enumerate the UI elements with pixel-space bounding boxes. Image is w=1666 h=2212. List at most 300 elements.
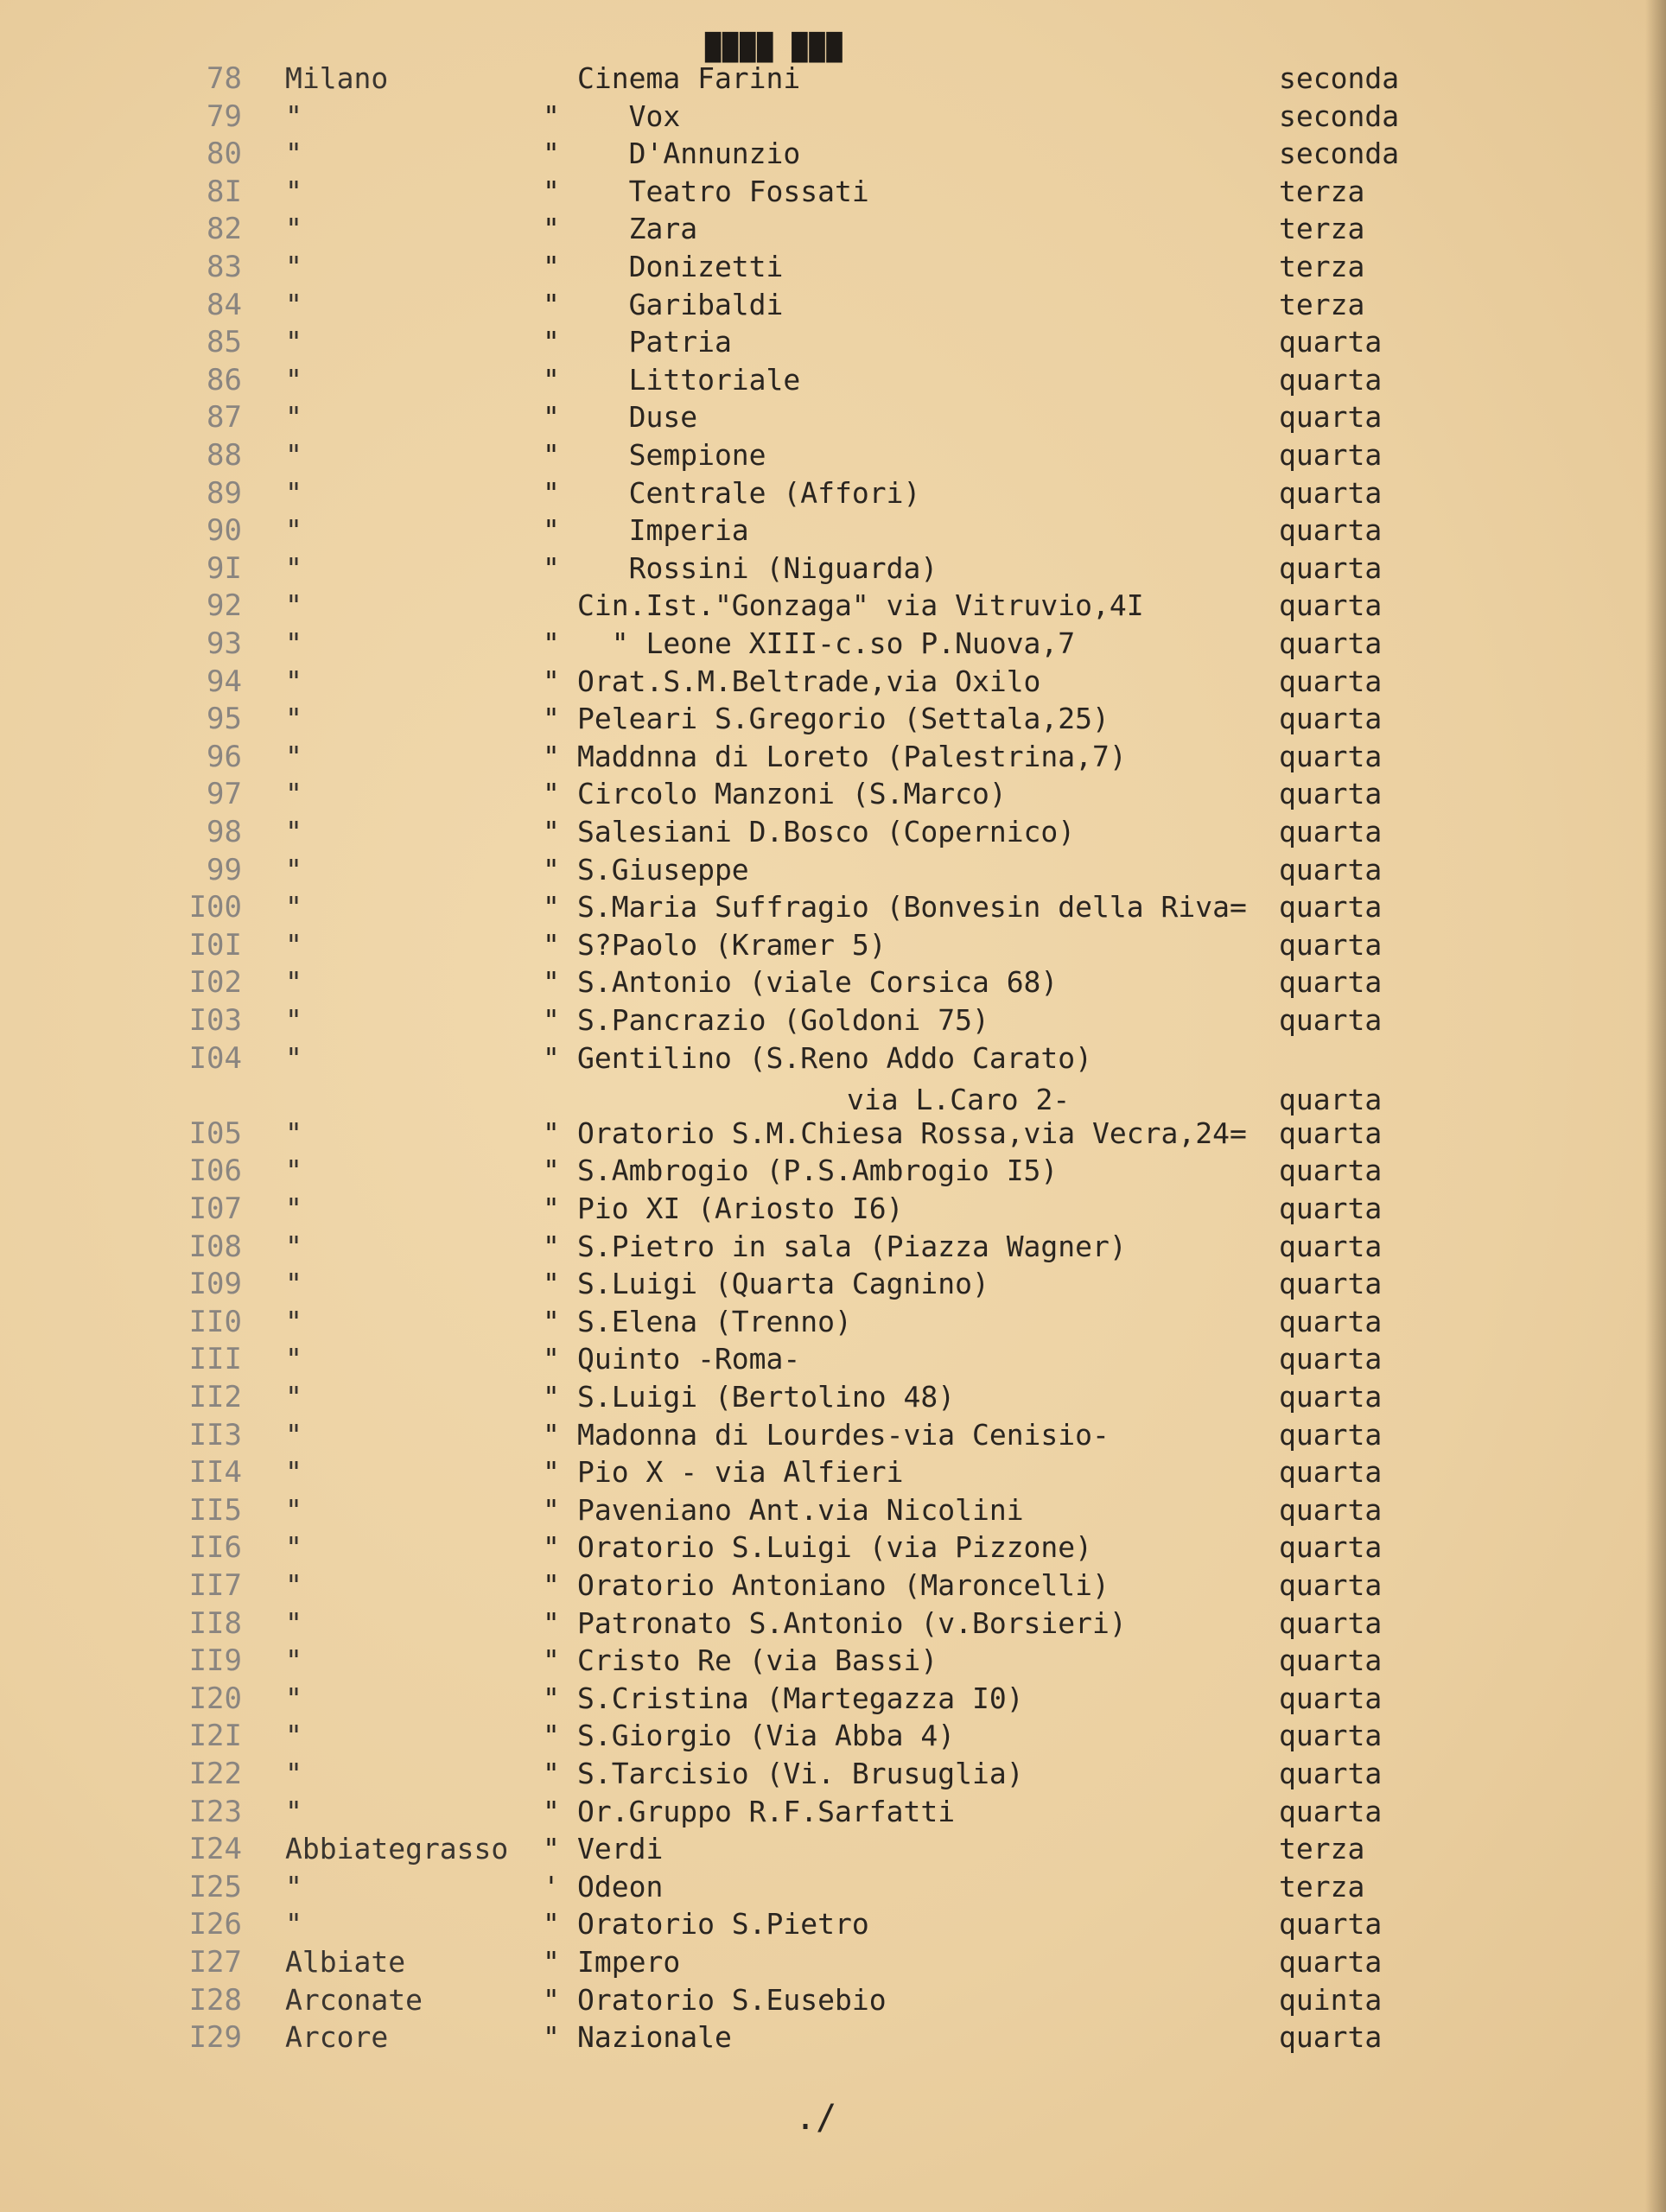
city-name: " [285,965,302,1000]
cinema-name: Oratorio S.Eusebio [577,1982,887,2017]
cinema-class: quarta [1279,1380,1383,1414]
cinema-name: Sempione [577,438,766,472]
city-name: " [285,99,302,133]
entry-number: 90 [207,513,242,549]
ditto-mark: " [543,626,560,660]
cinema-class: quinta [1279,1982,1383,2017]
entry-number: I28 [188,1982,242,2018]
cinema-class: quarta [1279,1116,1383,1150]
ditto-mark: " [543,890,560,925]
ditto-mark: " [543,965,560,1000]
list-item [0,927,1666,965]
entry-number: 85 [207,325,242,360]
cinema-name: S.Luigi (Bertolino 48) [577,1380,956,1414]
cinema-class: quarta [1279,588,1383,623]
ditto-mark: " [543,1643,560,1678]
ditto-mark: " [543,137,560,171]
ditto-mark: " [543,287,560,321]
cinema-class: seconda [1279,137,1400,171]
list-item [0,2019,1666,2057]
cinema-class: quarta [1279,777,1383,811]
cinema-class: quarta [1279,513,1383,548]
entry-number: II3 [188,1417,242,1452]
cinema-class: quarta [1279,1492,1383,1527]
entry-number: II8 [188,1605,242,1641]
cinema-class: quarta [1279,1794,1383,1828]
entry-number: 92 [207,588,242,624]
entry-number: I03 [188,1003,242,1038]
cinema-name: S.Antonio (viale Corsica 68) [577,965,1059,1000]
list-item [0,1681,1666,1719]
entry-number: 8I [207,174,242,209]
cinema-class: quarta [1279,550,1383,585]
list-item [0,1266,1666,1304]
ditto-mark: " [543,1417,560,1452]
ditto-mark: " [543,1267,560,1301]
list-item [0,437,1666,475]
list-item [0,664,1666,702]
city-name: " [285,664,302,698]
list-item [0,1229,1666,1267]
cinema-name: Littoriale [577,362,801,397]
ditto-mark: " [543,400,560,435]
cinema-name: Patria [577,325,732,359]
list-item [0,362,1666,400]
cinema-class: terza [1279,287,1365,321]
ditto-mark: " [543,1229,560,1263]
city-name: " [285,1040,302,1075]
entry-number: II9 [188,1643,242,1679]
city-name: " [285,1003,302,1037]
list-item [0,1341,1666,1379]
city-name: " [285,1643,302,1678]
entry-number: 86 [207,362,242,397]
city-name: " [285,890,302,925]
ditto-mark: " [543,212,560,246]
ditto-mark: " [543,1681,560,1715]
cinema-class: quarta [1279,965,1383,1000]
entry-number: 97 [207,777,242,812]
ditto-mark: " [543,1605,560,1640]
entry-number: I24 [188,1832,242,1867]
ditto-mark: " [543,1945,560,1979]
cinema-name: Oratorio Antoniano (Maroncelli) [577,1568,1110,1602]
city-name: " [285,250,302,283]
entry-number: 79 [207,99,242,134]
cinema-name: Maddnna di Loreto (Palestrina,7) [577,739,1127,773]
list-item [0,1417,1666,1455]
ditto-mark: " [543,927,560,962]
list-item [0,512,1666,550]
entry-number: II2 [188,1380,242,1414]
entry-number: I25 [188,1869,242,1904]
cinema-class: quarta [1279,664,1383,698]
list-item [0,1191,1666,1229]
list-item [0,136,1666,174]
cinema-class: quarta [1279,1342,1383,1376]
cinema-name: Salesiani D.Bosco (Copernico) [577,815,1076,849]
entry-number: 83 [207,250,242,284]
city-name: " [285,362,302,397]
cinema-class: terza [1279,250,1365,283]
ditto-mark: " [543,852,560,887]
list-item [0,776,1666,814]
entry-number: 80 [207,137,242,172]
cinema-name: S.Elena (Trenno) [577,1304,852,1338]
cinema-name: Imperia [577,513,749,548]
city-name: " [285,137,302,171]
city-name: " [285,475,302,510]
city-name: Abbiategrasso [285,1832,509,1866]
ditto-mark: " [543,174,560,208]
ditto-mark: " [543,1982,560,2017]
city-name: " [285,1229,302,1263]
cinema-class: quarta [1279,1192,1383,1225]
city-name: Arcore [285,2020,389,2055]
page-edge-shadow [1645,0,1666,2212]
list-item [0,1379,1666,1417]
cinema-name: Garibaldi [577,287,784,321]
list-item [0,475,1666,513]
cinema-class: seconda [1279,99,1400,133]
ditto-mark: " [543,664,560,698]
cinema-name: S.Cristina (Martegazza I0) [577,1681,1024,1715]
cinema-name: Pio X - via Alfieri [577,1455,904,1490]
city-name: " [285,1267,302,1301]
entry-number: 94 [207,664,242,699]
cinema-name: Madonna di Lourdes-via Cenisio- [577,1417,1110,1452]
entry-number: 96 [207,739,242,774]
ditto-mark: " [543,1719,560,1753]
cinema-class: quarta [1279,1757,1383,1790]
entry-number: 87 [207,400,242,435]
list-item [0,701,1666,739]
city-name: " [285,588,302,623]
list-item [0,287,1666,325]
city-name: " [285,1154,302,1188]
cinema-name: Patronato S.Antonio (v.Borsieri) [577,1605,1127,1640]
cinema-class: quarta [1279,1907,1383,1942]
entry-number: I27 [188,1945,242,1980]
city-name: " [285,777,302,811]
city-name: " [285,1192,302,1225]
list-item [0,1529,1666,1567]
cinema-name: Peleari S.Gregorio (Settala,25) [577,702,1110,736]
city-name: " [285,438,302,472]
entry-number: I22 [188,1757,242,1791]
cinema-name: Duse [577,400,698,435]
ditto-mark: " [543,325,560,359]
cinema-class: quarta [1279,852,1383,887]
ditto-mark: " [543,1342,560,1376]
cinema-class: seconda [1279,61,1400,95]
cinema-name: Pio XI (Ariosto I6) [577,1192,904,1225]
cinema-class: quarta [1279,1719,1383,1753]
city-name: " [285,1568,302,1602]
city-name: " [285,815,302,849]
redacted-header-stamp: ████ ███ [705,33,844,63]
ditto-mark: " [543,1757,560,1790]
cinema-name: S.Giorgio (Via Abba 4) [577,1719,956,1753]
list-item [0,1794,1666,1832]
cinema-class: quarta [1279,1530,1383,1565]
cinema-name: S.Giuseppe [577,852,749,887]
ditto-mark: ' [543,1869,560,1904]
entry-number: II4 [188,1455,242,1491]
entry-number: I29 [188,2020,242,2056]
entry-number: 84 [207,287,242,322]
list-item [0,1153,1666,1191]
cinema-name: Verdi [577,1832,664,1866]
list-item [0,99,1666,137]
cinema-name: Donizetti [577,250,784,283]
cinema-name: S.Ambrogio (P.S.Ambrogio I5) [577,1154,1059,1188]
list-item [0,1944,1666,1982]
cinema-class: terza [1279,174,1365,208]
entry-number: I2I [188,1719,242,1754]
city-name: " [285,1681,302,1715]
city-name: Milano [285,61,389,95]
cinema-name: Or.Gruppo R.F.Sarfatti [577,1794,956,1828]
cinema-class: quarta [1279,325,1383,359]
entry-number: 78 [207,61,242,96]
cinema-class: terza [1279,1869,1365,1904]
cinema-class: quarta [1279,1003,1383,1037]
list-item [0,1982,1666,2020]
cinema-name: Quinto -Roma- [577,1342,801,1376]
entry-number: I20 [188,1681,242,1716]
cinema-name: S.Tarcisio (Vi. Brusuglia) [577,1757,1024,1790]
ditto-mark: " [543,362,560,397]
city-name: Albiate [285,1945,406,1979]
entry-number: I23 [188,1794,242,1829]
cinema-name: " Leone XIII-c.so P.Nuova,7 [577,626,1076,660]
cinema-name: Orat.S.M.Beltrade,via Oxilo [577,664,1041,698]
cinema-name: Paveniano Ant.via Nicolini [577,1492,1024,1527]
ditto-mark: " [543,815,560,849]
cinema-class: quarta [1279,2020,1383,2055]
cinema-class: quarta [1279,702,1383,736]
cinema-class: quarta [1279,400,1383,435]
entry-number: 99 [207,852,242,887]
entry-number: I02 [188,965,242,1001]
list-item [0,211,1666,249]
entry-number: III [188,1342,242,1377]
city-name: Arconate [285,1982,423,2017]
city-name: " [285,1907,302,1942]
city-name: " [285,550,302,585]
city-name: " [285,1116,302,1150]
city-name: " [285,1492,302,1527]
entry-number: I08 [188,1229,242,1264]
cinema-class: quarta [1279,1455,1383,1490]
list-item [0,852,1666,890]
entry-number: II0 [188,1304,242,1339]
cinema-name: Oratorio S.Pietro [577,1907,869,1942]
entry-number: 88 [207,438,242,473]
list-item [0,1831,1666,1869]
cinema-name: Teatro Fossati [577,174,869,208]
cinema-name: Cristo Re (via Bassi) [577,1643,938,1678]
entry-number: 82 [207,212,242,247]
entry-number: 89 [207,475,242,511]
ditto-mark: " [543,777,560,811]
cinema-class: quarta [1279,1229,1383,1263]
ditto-mark: " [543,1530,560,1565]
entry-number: I00 [188,890,242,925]
entry-number: I09 [188,1267,242,1302]
cinema-class: quarta [1279,1681,1383,1715]
cinema-name: D'Annunzio [577,137,801,171]
city-name: " [285,174,302,208]
entry-number: 95 [207,702,242,737]
city-name: " [285,212,302,246]
ditto-mark: " [543,1003,560,1037]
list-item [0,889,1666,927]
list-item [0,739,1666,777]
list-item [0,60,1666,99]
list-item [0,1040,1666,1116]
cinema-name: Oratorio S.Luigi (via Pizzone) [577,1530,1093,1565]
ditto-mark: " [543,1192,560,1225]
entry-number: II6 [188,1530,242,1566]
city-name: " [285,1869,302,1904]
city-name: " [285,1342,302,1376]
ditto-mark: " [543,739,560,773]
cinema-class: quarta [1279,1643,1383,1678]
entry-number: I06 [188,1154,242,1189]
ditto-mark: " [543,1455,560,1490]
cinema-name: Oratorio S.M.Chiesa Rossa,via Vecra,24= [577,1116,1247,1150]
cinema-name: Impero [577,1945,681,1979]
entry-number: 9I [207,550,242,586]
cinema-name: S.Pietro in sala (Piazza Wagner) [577,1229,1127,1263]
ditto-mark: " [543,1040,560,1075]
list-item [0,1605,1666,1643]
cinema-class: quarta [1279,1082,1383,1116]
ditto-mark: " [543,1907,560,1942]
city-name: " [285,1719,302,1753]
ditto-mark: " [543,513,560,548]
ditto-mark: " [543,1492,560,1527]
entry-number: II7 [188,1568,242,1603]
entry-number: 98 [207,815,242,849]
ditto-mark: " [543,2020,560,2055]
ditto-mark: " [543,1116,560,1150]
cinema-name: S.Luigi (Quarta Cagnino) [577,1267,989,1301]
city-name: " [285,927,302,962]
ditto-mark: " [543,438,560,472]
ditto-mark: " [543,550,560,585]
city-name: " [285,626,302,660]
entry-number: I07 [188,1192,242,1226]
cinema-class: terza [1279,212,1365,246]
list-item [0,399,1666,437]
cinema-name: Rossini (Niguarda) [577,550,938,585]
cinema-class: quarta [1279,626,1383,660]
list-item [0,1454,1666,1492]
cinema-name: S.Maria Suffragio (Bonvesin della Riva= [577,890,1247,925]
ditto-mark: " [543,1380,560,1414]
list-item [0,814,1666,852]
list-item [0,1304,1666,1342]
cinema-class: quarta [1279,475,1383,510]
city-name: " [285,702,302,736]
city-name: " [285,1380,302,1414]
city-name: " [285,739,302,773]
list-item [0,249,1666,287]
entry-number: I26 [188,1907,242,1942]
city-name: " [285,325,302,359]
list-item [0,1906,1666,1944]
list-item [0,1002,1666,1040]
city-name: " [285,1417,302,1452]
cinema-class: quarta [1279,1417,1383,1452]
cinema-name: S?Paolo (Kramer 5) [577,927,887,962]
ditto-mark: " [543,99,560,133]
cinema-class: quarta [1279,1945,1383,1979]
cinema-name: Circolo Manzoni (S.Marco) [577,777,1007,811]
list-item [0,964,1666,1002]
city-name: " [285,1794,302,1828]
cinema-class: quarta [1279,815,1383,849]
list-item [0,1718,1666,1756]
city-name: " [285,400,302,435]
cinema-name: Vox [577,99,681,133]
cinema-name: Nazionale [577,2020,732,2055]
list-item [0,1567,1666,1605]
list-item [0,324,1666,362]
cinema-name: Cinema Farini [577,61,801,95]
ditto-mark: " [543,475,560,510]
cinema-class: quarta [1279,890,1383,925]
list-item [0,174,1666,212]
city-name: " [285,852,302,887]
cinema-name: Cin.Ist."Gonzaga" via Vitruvio,4I [577,588,1144,623]
cinema-class: quarta [1279,1154,1383,1188]
city-name: " [285,1757,302,1790]
cinema-class: quarta [1279,927,1383,962]
cinema-class: quarta [1279,739,1383,773]
list-item [0,550,1666,588]
cinema-name: Gentilino (S.Reno Addo Carato) [577,1040,1093,1075]
city-name: " [285,1455,302,1490]
ditto-mark: " [543,1794,560,1828]
ditto-mark: " [543,702,560,736]
entry-number: I04 [188,1040,242,1076]
list-item [0,1643,1666,1681]
cinema-class: quarta [1279,438,1383,472]
cinema-class: quarta [1279,1267,1383,1301]
list-item [0,1116,1666,1154]
entry-number: I05 [188,1116,242,1151]
cinema-class: quarta [1279,1568,1383,1602]
entry-number: II5 [188,1492,242,1528]
entry-number: 93 [207,626,242,661]
cinema-class: quarta [1279,1304,1383,1338]
cinema-class: quarta [1279,362,1383,397]
list-item [0,1492,1666,1530]
ditto-mark: " [543,250,560,283]
cinema-class: quarta [1279,1605,1383,1640]
list-item [0,1756,1666,1794]
cinema-class: terza [1279,1832,1365,1866]
city-name: " [285,513,302,548]
list-item [0,588,1666,626]
cinema-name: Odeon [577,1869,664,1904]
list-item [0,626,1666,664]
city-name: " [285,1304,302,1338]
